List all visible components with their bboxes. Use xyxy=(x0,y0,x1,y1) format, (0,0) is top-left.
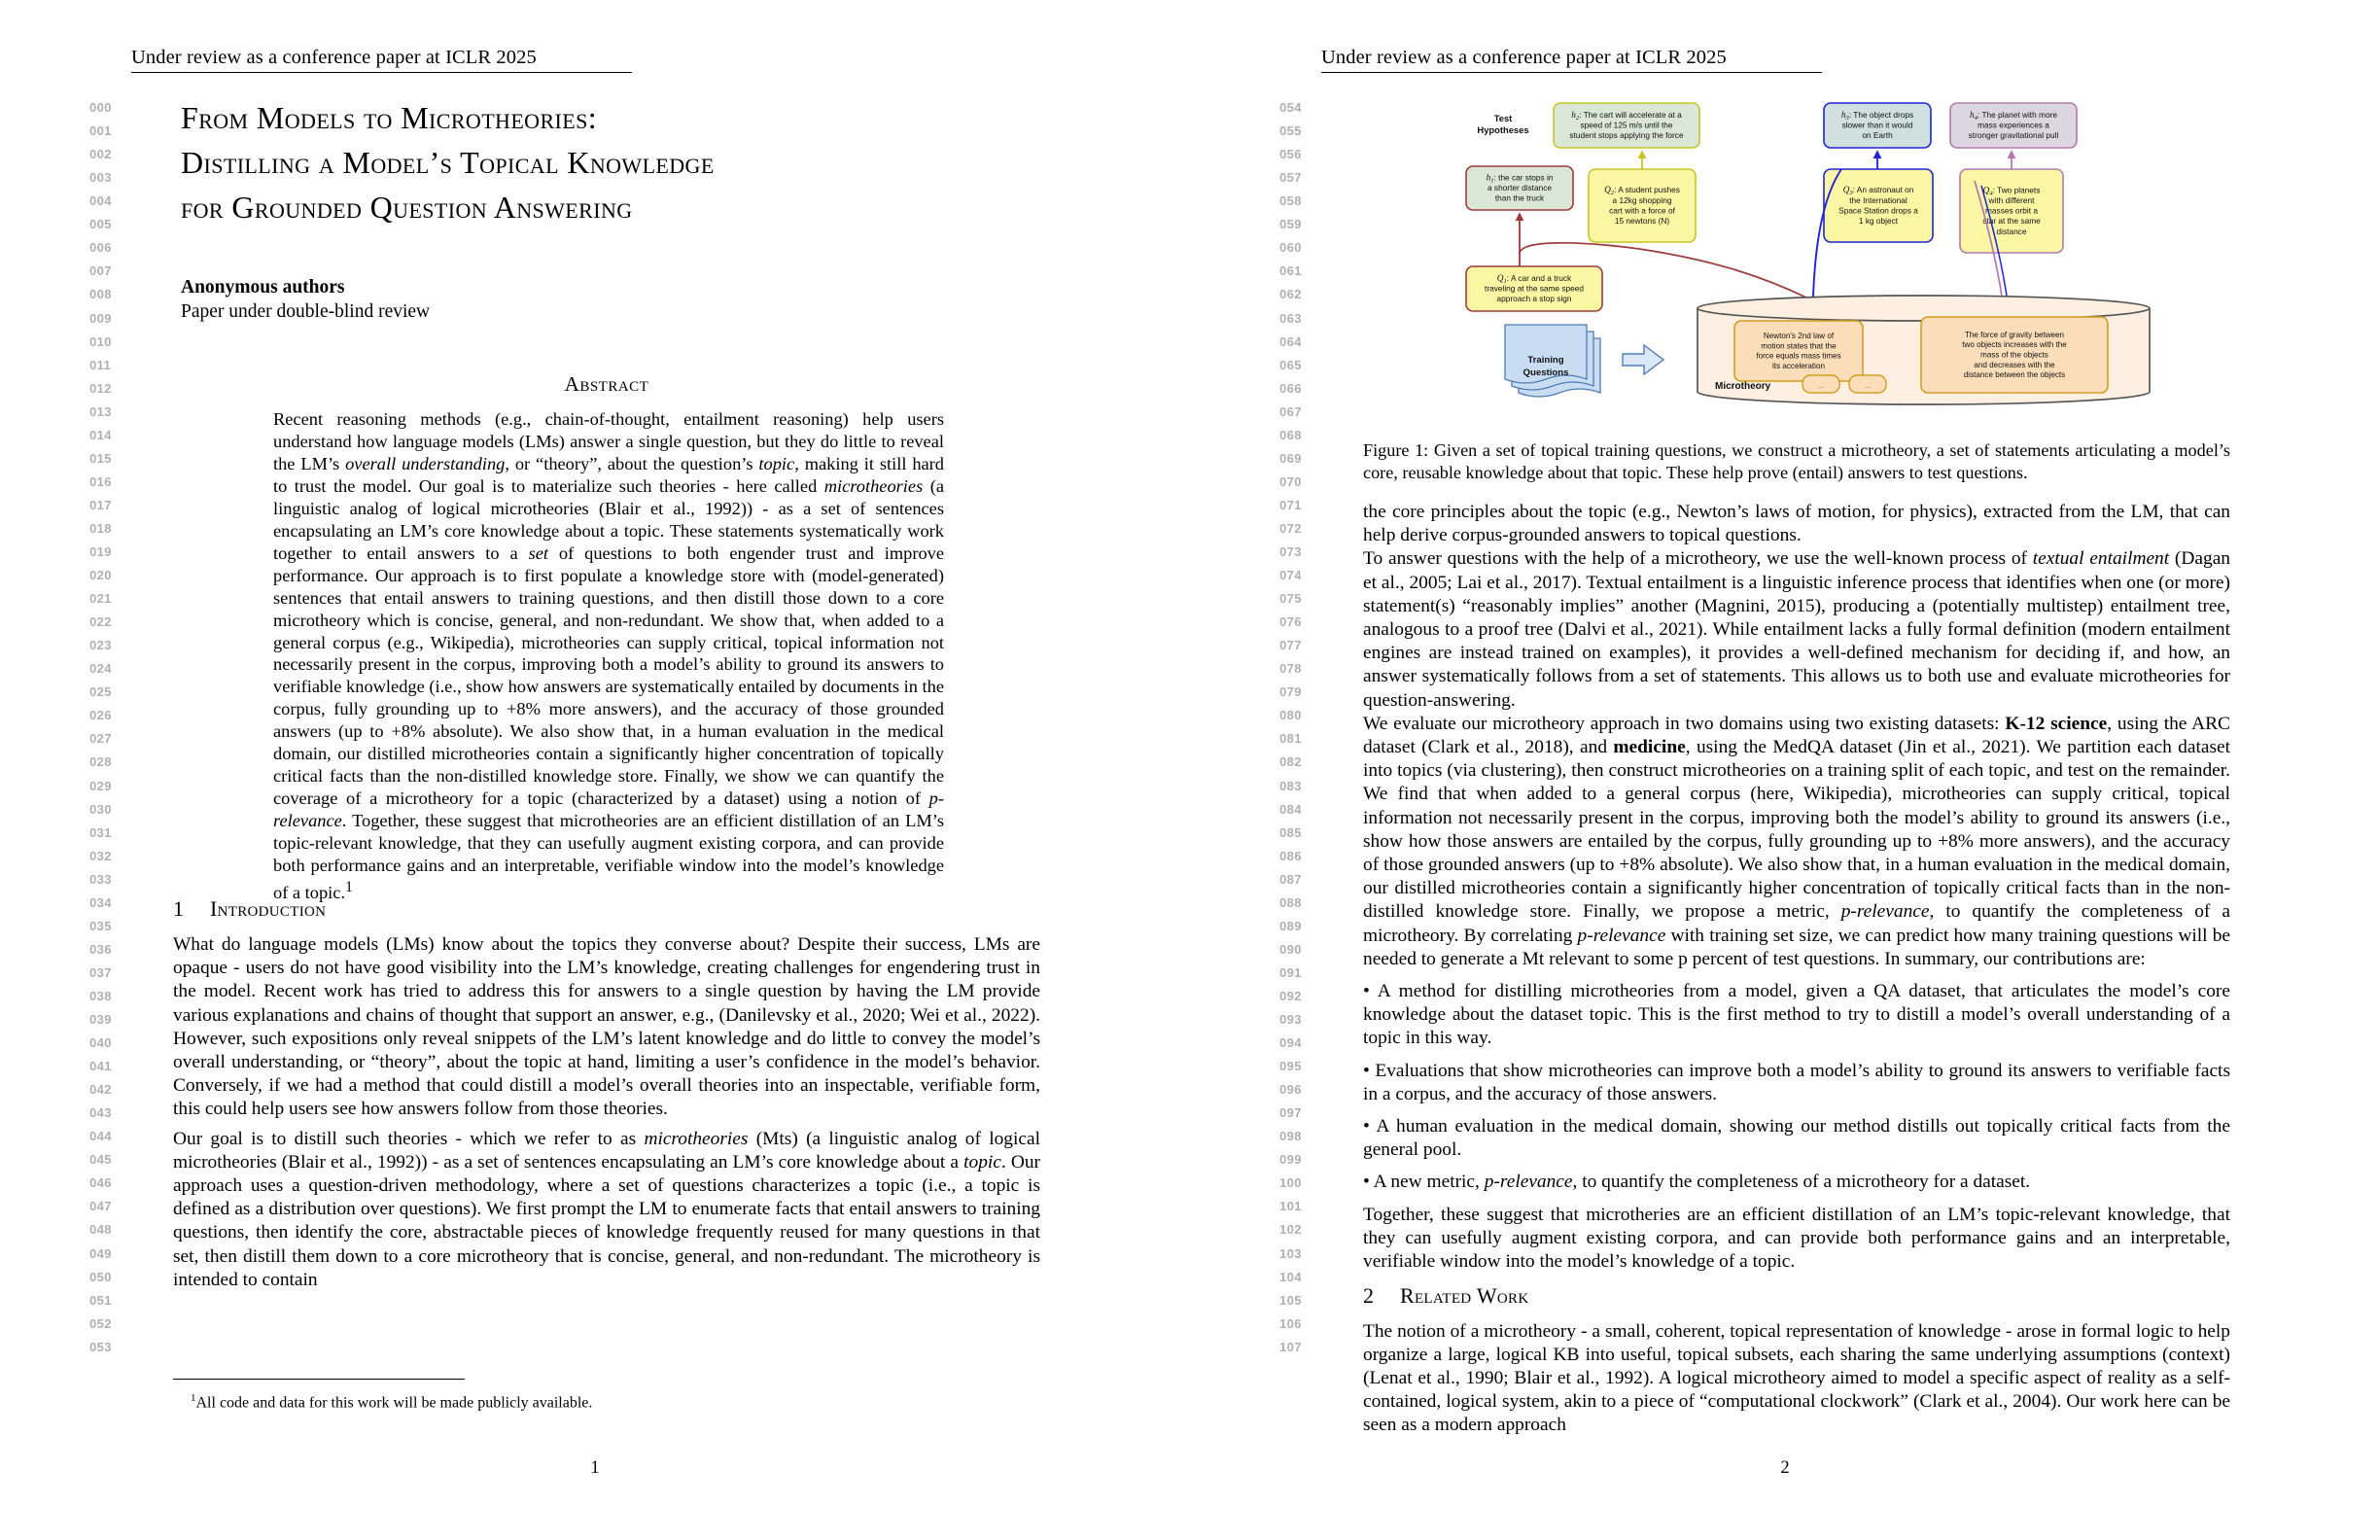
line-number: 003 xyxy=(89,170,112,186)
abstract-body xyxy=(273,408,944,904)
line-number: 063 xyxy=(1279,310,1302,326)
line-number: 066 xyxy=(1279,380,1302,396)
line-number: 040 xyxy=(89,1035,112,1050)
related-work-paragraph: The notion of a microtheory - a small, coherent, topical representation of knowledge - arose in formal logic to help organize a large, logical KB into useful, topical subsets, each sharing the same underlying assumptions (context) (Lenat et al., 1990; Blair et al., 1992). A logical microtheory aimed to model a specific aspect of reality as a self-contained, logical system, akin to a piece of “computational clockwork” (Clark et al., 2004). Our work here can be seen as a modern approach xyxy=(1363,1320,2230,1436)
line-number: 035 xyxy=(89,918,112,933)
line-number: 064 xyxy=(1279,333,1302,349)
spacer xyxy=(1363,1051,2230,1060)
svg-text:Space Station drops a: Space Station drops a xyxy=(1838,205,1918,216)
svg-text:h4: The planet with more: $h_4$: The planet with more xyxy=(1970,109,2057,122)
svg-text:h3: The object drops: $h_3$: The object drops xyxy=(1840,109,1914,122)
line-number: 094 xyxy=(1279,1035,1302,1050)
microtheory-ellipsis-2-text: ... xyxy=(1864,381,1872,390)
abstract-text: Recent reasoning methods (e.g., chain-of-thought, entailment reasoning) help users understand how language models (LMs) answer a single question, but they do little to reveal the LM’s overall understanding, or “theory”, about the question’s topic, making it still hard to trust the model. Our goal is to materialize such theories - here called microtheories (a linguistic analog of logical microtheories (Blair et al., 1992)) - as a set of sentences encapsulating an LM’s core knowledge about a topic. These statements systematically work together to entail answers to a set of questions to both engender trust and improve performance. Our approach is to first populate a knowledge store with (model-generated) sentences that entail answers to training questions, and then distill those down to a core microtheory which is concise, general, and non-redundant. We show that, when added to a general corpus (e.g., Wikipedia), microtheories can supply critical, topical information not necessarily present in the corpus, improving both a model’s ability to ground its answers to verifiable knowledge (i.e., show how answers are systematically entailed by documents in the corpus, fully grounding up to +8% more answers), and the accuracy of those grounded answers (up to +8% absolute). We also show that, in a human evaluation in the medical domain, our distilled microtheories contain a significantly higher concentration of topically critical facts than the non-distilled knowledge store. Finally, we show we can quantify the coverage of a microtheory for a topic (characterized by a dataset) using a notion of p-relevance. Together, these suggest that microtheories are an efficient distillation of an LM’s topic-relevant knowledge, that they can usefully augment existing corpora, and can provide both performance gains and an interpretable, verifiable window into the model’s knowledge of a topic. xyxy=(273,409,945,903)
line-number: 016 xyxy=(89,473,112,489)
line-number: 005 xyxy=(89,217,112,232)
line-number: 044 xyxy=(89,1129,112,1144)
line-number: 048 xyxy=(89,1222,112,1238)
hypothesis-box-h2 xyxy=(1554,103,1699,148)
svg-text:mass of the objects: mass of the objects xyxy=(1980,350,2048,360)
section1-body xyxy=(173,933,1040,1292)
line-number: 107 xyxy=(1279,1339,1302,1354)
line-number: 098 xyxy=(1279,1129,1302,1144)
line-number: 013 xyxy=(89,403,112,419)
svg-text:and decreases with the: and decreases with the xyxy=(1974,360,2055,369)
line-number: 079 xyxy=(1279,684,1302,700)
line-number: 085 xyxy=(1279,824,1302,840)
svg-text:Hypotheses: Hypotheses xyxy=(1477,124,1529,135)
svg-text:Training: Training xyxy=(1527,355,1564,366)
line-number: 022 xyxy=(89,614,112,630)
line-number: 056 xyxy=(1279,147,1302,162)
line-number: 018 xyxy=(89,520,112,536)
footnote-marker: 1 xyxy=(191,1392,196,1404)
header-rule xyxy=(131,72,632,73)
line-number: 071 xyxy=(1279,497,1302,512)
svg-text:h2: The cart will accelerate a: $h_2$: The cart will accelerate at a xyxy=(1571,109,1682,122)
line-number: 051 xyxy=(89,1292,112,1308)
running-header-text: Under review as a conference paper at ICLR 2025 xyxy=(131,47,537,68)
svg-text:Test: Test xyxy=(1493,113,1513,123)
svg-text:than the truck: than the truck xyxy=(1494,192,1545,203)
contribution-bullet-2: • Evaluations that show microtheories can improve both a model’s ability to ground its answers to verifiable facts in a corpus, and the accuracy of those answers. xyxy=(1363,1060,2230,1104)
microtheory-label: Microtheory xyxy=(1715,381,1771,392)
section2-heading xyxy=(1363,1284,2230,1308)
svg-text:The force of gravity between: The force of gravity between xyxy=(1964,330,2065,339)
section1-number: 1 xyxy=(173,896,185,921)
svg-text:approach a stop sign: approach a stop sign xyxy=(1496,294,1572,304)
svg-text:motion states that the: motion states that the xyxy=(1761,341,1837,351)
closing-paragraph: Together, these suggest that microtheries are an efficient distillation of an LM’s topic-relevant knowledge, that they can usefully augment existing corpora, and can provide both performance gains and an interpretable, verifiable window into the model’s knowledge of a topic. xyxy=(1363,1204,2230,1273)
line-number: 073 xyxy=(1279,544,1302,559)
line-number: 027 xyxy=(89,731,112,747)
line-number: 077 xyxy=(1279,638,1302,653)
svg-text:Newton's 2nd law of: Newton's 2nd law of xyxy=(1763,331,1835,340)
line-number: 065 xyxy=(1279,357,1302,372)
line-number: 020 xyxy=(89,568,112,582)
footnote xyxy=(191,1388,968,1413)
section1-title: Introduction xyxy=(210,896,327,921)
microtheory-statement-1 xyxy=(1734,321,1863,381)
footnote-rule xyxy=(173,1379,465,1380)
line-number: 041 xyxy=(89,1059,112,1074)
line-number: 072 xyxy=(1279,520,1302,536)
line-number: 028 xyxy=(89,754,112,770)
line-number: 080 xyxy=(1279,708,1302,723)
line-number: 037 xyxy=(89,964,112,980)
line-number: 090 xyxy=(1279,941,1302,957)
line-number: 088 xyxy=(1279,894,1302,910)
line-number: 039 xyxy=(89,1012,112,1027)
svg-text:Q2: A student pushes: $Q_2$: A student pushes xyxy=(1604,185,1680,197)
svg-text:mass experiences a: mass experiences a xyxy=(1978,120,2049,130)
line-number: 050 xyxy=(89,1269,112,1284)
line-number-gutter-right xyxy=(1279,0,1320,1540)
spacer xyxy=(1363,971,2230,980)
line-number: 024 xyxy=(89,661,112,677)
line-number: 029 xyxy=(89,778,112,793)
line-number: 086 xyxy=(1279,848,1302,863)
line-number: 012 xyxy=(89,380,112,396)
title-line-3: for Grounded Question Answering xyxy=(181,190,633,225)
section-related-work xyxy=(1363,1284,2230,1437)
rc-paragraph-3: We evaluate our microtheory approach in two domains using two existing datasets: K-12 science, using the ARC dataset (Clark et al., 2018), and medicine, using the MedQA dataset (Jin et al., 2021). We partition each dataset into topics (via clustering), then construct microtheories on a training split of each topic, and test on the remainder. We find that when added to a general corpus (here, Wikipedia), microtheories can supply critical, topical information not necessarily present in the corpus, improving both the model’s ability to ground its answers (i.e., show how those answers are entailed by the corpus, fully grounding up to +8% more answers), and the accuracy of those grounded answers (up to +8% absolute). We also show that, in a human evaluation in the medical domain, our distilled microtheories contain a significantly higher concentration of topically critical facts than in the non-distilled knowledge store. Finally, we propose a metric, p-relevance, to quantify the completeness of a microtheory. By correlating p-relevance with training set size, we can predict how many training questions will be needed to generate a Mt relevant to some p percent of test questions. In summary, our contributions are: xyxy=(1363,713,2230,969)
paper-title xyxy=(181,95,1036,229)
line-number: 103 xyxy=(1279,1245,1302,1261)
line-number: 055 xyxy=(1279,123,1302,138)
line-number: 043 xyxy=(89,1105,112,1121)
author-note: Paper under double-blind review xyxy=(181,301,431,322)
line-number: 014 xyxy=(89,427,112,442)
line-number: 101 xyxy=(1279,1199,1302,1214)
microtheory-ellipsis-1-text: ... xyxy=(1817,381,1825,390)
line-number: 000 xyxy=(89,100,112,115)
intro-paragraph-1: What do language models (LMs) know about the topics they converse about? Despite their success, LMs are opaque - users do not have good visibility into the LM’s knowledge, creating challenges for engendering trust in the model. Recent work has tried to address this for answers to a single question by having the LM provide various explanations and chains of thought that support an answer, e.g., (Danilevsky et al., 2020; Wei et al., 2022). However, such expositions only reveal snippets of the LM’s latent knowledge and do little to convey the model’s overall understanding, or “theory”, about the topic at hand, limiting a user’s confidence in the model’s behavior. Conversely, if we had a method that could distill a model’s overall theories into an inspectable, verifiable form, this could help users see how answers follow from those theories. xyxy=(173,934,1040,1120)
line-number: 076 xyxy=(1279,614,1302,630)
line-number: 082 xyxy=(1279,754,1302,770)
line-number: 096 xyxy=(1279,1082,1302,1098)
svg-text:distance: distance xyxy=(1996,226,2027,236)
line-number: 089 xyxy=(1279,918,1302,933)
rc-paragraph-2: To answer questions with the help of a microtheory, we use the well-known process of textual entailment (Dagan et al., 2005; Lai et al., 2017). Textual entailment is a linguistic inference process that identifies when one (or more) statement(s) “reasonably implies” another (Magnini, 2015), producing a (potentially multistep) entailment tree, analogous to a proof tree (Dalvi et al., 2021). While entailment lacks a fully formal definition (modern entailment engines are instead trained on examples), it provides a well-defined mechanism for deciding if, and how, an answer systematically follows from a set of statements. This allows us to both use and evaluate microtheories for question-answering. xyxy=(1363,548,2230,711)
line-number: 105 xyxy=(1279,1292,1302,1308)
test-hypotheses-label xyxy=(1477,113,1528,135)
line-number: 059 xyxy=(1279,217,1302,232)
running-header-text: Under review as a conference paper at ICLR 2025 xyxy=(1321,47,1727,68)
svg-text:a shorter distance: a shorter distance xyxy=(1488,183,1552,193)
svg-text:two objects increases with the: two objects increases with the xyxy=(1962,340,2067,350)
line-number: 019 xyxy=(89,544,112,559)
line-number: 034 xyxy=(89,894,112,910)
svg-text:stronger gravitational pull: stronger gravitational pull xyxy=(1968,130,2059,141)
svg-text:speed of 125 m/s until the: speed of 125 m/s until the xyxy=(1580,120,1673,130)
line-number: 032 xyxy=(89,848,112,863)
question-box-q2 xyxy=(1589,169,1696,242)
line-number: 021 xyxy=(89,591,112,606)
line-number: 100 xyxy=(1279,1175,1302,1191)
line-number: 092 xyxy=(1279,988,1302,1003)
figure-1-diagram xyxy=(1445,93,2164,438)
svg-text:1 kg object: 1 kg object xyxy=(1858,216,1899,227)
training-questions-stack xyxy=(1505,325,1600,397)
line-number: 069 xyxy=(1279,450,1302,466)
line-number: 097 xyxy=(1279,1105,1302,1121)
line-number: 099 xyxy=(1279,1152,1302,1168)
svg-text:Q3: An astronaut on: $Q_3$: An astronaut on xyxy=(1842,185,1914,197)
line-number: 045 xyxy=(89,1152,112,1168)
line-number: 104 xyxy=(1279,1269,1302,1284)
line-number: 025 xyxy=(89,684,112,700)
svg-text:distance between the objects: distance between the objects xyxy=(1963,370,2066,380)
line-number: 095 xyxy=(1279,1059,1302,1074)
svg-text:on Earth: on Earth xyxy=(1862,130,1893,141)
spacer xyxy=(1363,1106,2230,1115)
line-number: 081 xyxy=(1279,731,1302,747)
line-number: 007 xyxy=(89,263,112,279)
question-box-q3 xyxy=(1824,169,1933,242)
line-number-gutter-left xyxy=(89,0,130,1540)
line-number: 068 xyxy=(1279,427,1302,442)
line-number: 006 xyxy=(89,240,112,256)
section2-title: Related Work xyxy=(1400,1283,1529,1309)
line-number: 009 xyxy=(89,310,112,326)
line-number: 070 xyxy=(1279,473,1302,489)
title-line-1: From Models to Microtheories: xyxy=(181,100,598,135)
contribution-bullet-1: • A method for distilling microtheories from a model, given a QA dataset, that articulates the model’s core knowledge about the dataset topic. This is the first method to try to distill a model’s overall understanding of a topic in this way. xyxy=(1363,981,2230,1049)
figure-1 xyxy=(1445,93,2164,438)
line-number: 091 xyxy=(1279,964,1302,980)
line-number: 062 xyxy=(1279,287,1302,302)
footnote-text: All code and data for this work will be made publicly available. xyxy=(195,1394,593,1412)
page-number-right: 2 xyxy=(1780,1458,1790,1478)
line-number: 002 xyxy=(89,147,112,162)
svg-text:the International: the International xyxy=(1849,194,1908,205)
contributions-list xyxy=(1363,971,2230,1195)
svg-text:student stops applying the for: student stops applying the force xyxy=(1569,130,1684,141)
section1-heading xyxy=(173,896,1040,922)
svg-text:star at the same: star at the same xyxy=(1982,216,2041,227)
line-number: 023 xyxy=(89,638,112,653)
line-number: 049 xyxy=(89,1245,112,1261)
svg-text:h1: the car stops in: $h_1$: the car stops in xyxy=(1486,172,1554,185)
line-number: 102 xyxy=(1279,1222,1302,1238)
training-to-microtheory-arrow xyxy=(1623,345,1663,374)
svg-text:force equals mass times: force equals mass times xyxy=(1756,351,1841,361)
svg-text:15 newtons (N): 15 newtons (N) xyxy=(1614,216,1670,227)
line-number: 061 xyxy=(1279,263,1302,279)
line-number: 046 xyxy=(89,1175,112,1191)
line-number: 001 xyxy=(89,123,112,138)
rc-paragraph-1: the core principles about the topic (e.g., Newton’s laws of motion, for physics), extracted from the LM, that can help derive corpus-grounded answers to topical questions. xyxy=(1363,502,2230,546)
spacer xyxy=(1363,1162,2230,1171)
intro-paragraph-2: Our goal is to distill such theories - which we refer to as microtheories (Mts) (a linguistic analog of logical microtheories (Blair et al., 1992)) - as a set of sentences encapsulating an LM’s core knowledge about a topic. Our approach uses a question-driven methodology, where a set of questions characterizes a topic (i.e., a topic is defined as a distribution over questions). We first prompt the LM to enumerate facts that entail answers to training questions, then identify the core, abstractable pieces of knowledge frequently reused for many questions in that set, then distill them down to a core microtheory that is concise, general, and non-redundant. The microtheory is intended to contain xyxy=(173,1128,1041,1290)
line-number: 074 xyxy=(1279,568,1302,582)
line-number: 038 xyxy=(89,988,112,1003)
svg-text:Q1: A car and a truck: $Q_1$: A car and a truck xyxy=(1496,272,1572,285)
line-number: 067 xyxy=(1279,403,1302,419)
line-number: 017 xyxy=(89,497,112,512)
svg-text:traveling at the same speed: traveling at the same speed xyxy=(1485,283,1584,294)
figure-1-caption: Figure 1: Given a set of topical training questions, we construct a microtheory, a set of statements articulating a model’s core, reusable knowledge about that topic. These help prove (entail) answers to test questions. xyxy=(1363,440,2230,482)
line-number: 015 xyxy=(89,450,112,466)
running-header-left xyxy=(131,47,1055,69)
line-number: 036 xyxy=(89,941,112,957)
author-block xyxy=(181,275,861,324)
page-right xyxy=(1190,0,2380,1540)
contribution-bullet-4: • A new metric, p-relevance, to quantify the completeness of a microtheory for a dataset. xyxy=(1363,1172,2031,1193)
svg-text:its acceleration: its acceleration xyxy=(1772,362,1825,371)
line-number: 058 xyxy=(1279,193,1302,209)
author-name: Anonymous authors xyxy=(181,277,345,298)
line-number: 047 xyxy=(89,1199,112,1214)
microtheory-statement-2 xyxy=(1921,317,2108,393)
section-introduction xyxy=(173,896,1040,1292)
abstract-footnote-marker: 1 xyxy=(345,879,353,896)
right-column-body xyxy=(1363,501,2230,1438)
line-number: 033 xyxy=(89,871,112,887)
hypothesis-box-h4 xyxy=(1950,103,2077,148)
line-number: 008 xyxy=(89,287,112,302)
line-number: 093 xyxy=(1279,1012,1302,1027)
line-number: 087 xyxy=(1279,871,1302,887)
svg-text:with different: with different xyxy=(1988,194,2035,205)
svg-text:slower than it would: slower than it would xyxy=(1841,120,1913,130)
header-rule xyxy=(1321,72,1822,73)
svg-text:masses orbit a: masses orbit a xyxy=(1985,205,2038,216)
line-number: 031 xyxy=(89,824,112,840)
line-number: 026 xyxy=(89,708,112,723)
line-number: 053 xyxy=(89,1339,112,1354)
hypothesis-box-h3 xyxy=(1824,103,1931,148)
line-number: 084 xyxy=(1279,801,1302,817)
line-number: 078 xyxy=(1279,661,1302,677)
line-number: 075 xyxy=(1279,591,1302,606)
line-number: 052 xyxy=(89,1315,112,1331)
running-header-right xyxy=(1321,47,2245,69)
section2-number: 2 xyxy=(1363,1283,1375,1309)
contribution-bullet-3: • A human evaluation in the medical domain, showing our method distills out topically critical facts from the general pool. xyxy=(1363,1116,2230,1161)
spacer xyxy=(1363,1195,2230,1204)
abstract-heading: Abstract xyxy=(564,372,649,396)
svg-text:cart with a force of: cart with a force of xyxy=(1609,205,1675,216)
svg-text:Q4: Two planets: $Q_4$: Two planets xyxy=(1982,185,2041,197)
line-number: 083 xyxy=(1279,778,1302,793)
title-line-2: Distilling a Model’s Topical Knowledge xyxy=(181,145,715,180)
line-number: 042 xyxy=(89,1082,112,1098)
line-number: 030 xyxy=(89,801,112,817)
line-number: 010 xyxy=(89,333,112,349)
question-box-q1 xyxy=(1466,266,1602,311)
line-number: 004 xyxy=(89,193,112,209)
svg-text:a 12kg shopping: a 12kg shopping xyxy=(1612,194,1672,205)
line-number: 060 xyxy=(1279,240,1302,256)
svg-text:Questions: Questions xyxy=(1522,368,1569,378)
line-number: 106 xyxy=(1279,1315,1302,1331)
line-number: 011 xyxy=(89,357,112,372)
hypothesis-box-h1 xyxy=(1466,166,1573,210)
line-number: 057 xyxy=(1279,170,1302,186)
line-number: 054 xyxy=(1279,100,1302,115)
page-number-left: 1 xyxy=(590,1458,600,1478)
